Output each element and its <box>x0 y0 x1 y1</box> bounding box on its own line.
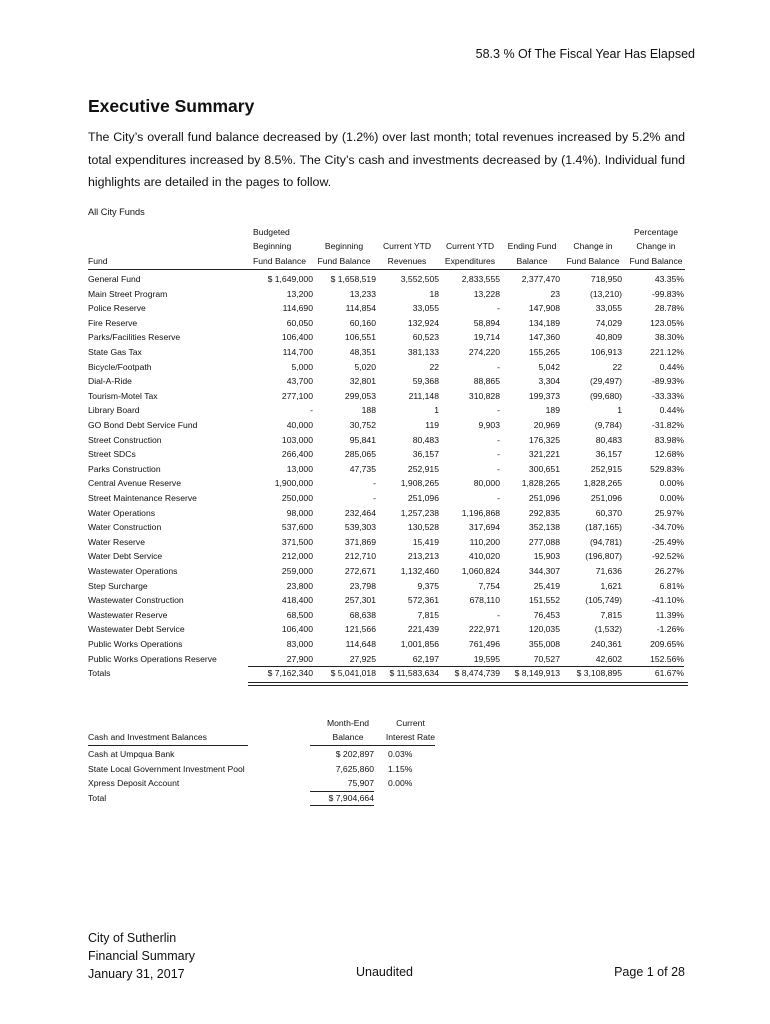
cell-budgeted: 259,000 <box>281 566 313 576</box>
cell-fund: Wastewater Construction <box>88 595 184 606</box>
cell-revenues: 1,001,856 <box>400 639 439 649</box>
footer-report: Financial Summary <box>88 949 195 963</box>
page-title: Executive Summary <box>88 96 255 116</box>
cell-revenues: 221,439 <box>407 624 439 635</box>
cell-change: (105,749) <box>585 595 622 606</box>
cell-revenues: 7,815 <box>417 609 439 620</box>
cell-budgeted: 250,000 <box>281 493 313 503</box>
cell-change: (1,532) <box>594 624 622 635</box>
cell-percentage: 12.68% <box>654 449 684 460</box>
table-row <box>88 287 685 302</box>
header-fund: Fund <box>88 255 108 266</box>
cell-revenues: 1,132,460 <box>400 566 439 576</box>
cash-cell-rate: 0.03% <box>388 749 413 759</box>
cash-cell-label: State Local Government Investment Pool <box>88 763 245 774</box>
cell-change: (99,680) <box>589 390 622 401</box>
cell-expenditures: 13,228 <box>473 288 500 299</box>
cell-change: 106,913 <box>590 347 622 357</box>
cell-fund: Parks/Facilities Reserve <box>88 332 181 343</box>
cell-fund: Water Operations <box>88 507 156 518</box>
cell-revenues: 36,157 <box>412 449 439 460</box>
cell-fund: Central Avenue Reserve <box>88 478 181 489</box>
table-row <box>88 652 685 667</box>
cell-percentage: -33.33% <box>651 390 684 401</box>
cell-fund: General Fund <box>88 274 141 284</box>
cell-budgeted: 98,000 <box>286 507 313 518</box>
cell-fund: Parks Construction <box>88 463 161 474</box>
table-row <box>88 608 685 623</box>
cell-beginning: 299,053 <box>344 390 376 401</box>
cell-percentage: 0.00% <box>659 493 684 503</box>
cell-beginning: 285,065 <box>344 449 376 460</box>
cell-ending: 155,265 <box>528 347 560 357</box>
cell-change: (13,210) <box>589 288 622 299</box>
table-row <box>88 403 685 418</box>
cell-beginning: 188 <box>361 405 376 416</box>
cell-expenditures: - <box>497 493 500 503</box>
cell-revenues: 1,257,238 <box>400 507 439 518</box>
table-row <box>88 622 685 637</box>
totals-change: $ 3,108,895 <box>576 668 622 678</box>
cell-revenues: 22 <box>429 361 439 372</box>
totals-ending: $ 8,149,913 <box>514 668 560 678</box>
cell-budgeted: - <box>310 405 313 416</box>
cell-budgeted: 60,050 <box>286 317 313 328</box>
cell-change: 251,096 <box>590 493 622 503</box>
cell-change: (94,781) <box>589 536 622 547</box>
cell-budgeted: 83,000 <box>286 639 313 649</box>
cell-percentage: -41.10% <box>651 595 684 606</box>
cash-header-balance-1: Month-End <box>326 718 370 728</box>
cell-expenditures: - <box>497 361 500 372</box>
page-number: Page 1 of 28 <box>614 965 685 979</box>
cash-cell-balance: 75,907 <box>310 776 374 792</box>
section-label: All City Funds <box>88 207 145 217</box>
cell-beginning: 539,303 <box>344 522 376 533</box>
footer-left <box>88 929 195 983</box>
cash-row <box>88 791 448 806</box>
table-row <box>88 579 685 594</box>
cell-fund: Public Works Operations Reserve <box>88 653 217 664</box>
cell-budgeted: 1,900,000 <box>274 478 313 489</box>
cell-percentage: 43.35% <box>654 274 684 284</box>
cell-expenditures: - <box>497 463 500 474</box>
summary-paragraph: The City’s overall fund balance decreased by (1.2%) over last month; total revenues increased by 5.2% and total expenditures increased by 8.5%. The City’s cash and investments decreased by (1.4%). Individual fund highlights are detailed in the pages to follow. <box>88 130 685 189</box>
table-row <box>88 301 685 316</box>
cell-ending: 120,035 <box>528 624 560 635</box>
cell-expenditures: - <box>497 405 500 416</box>
cell-budgeted: 106,400 <box>281 624 313 635</box>
cell-ending: 189 <box>545 405 560 416</box>
cell-ending: 147,908 <box>528 303 560 314</box>
header-revenues: Current YTD Revenues <box>382 241 432 266</box>
totals-revenues: $ 11,583,634 <box>389 668 439 678</box>
cell-expenditures: 7,754 <box>478 580 500 591</box>
table-row <box>88 374 685 389</box>
totals-label: Totals <box>88 668 111 678</box>
cell-percentage: 123.05% <box>650 317 684 328</box>
cell-change: 40,809 <box>595 332 622 343</box>
table-row <box>88 637 685 652</box>
cell-revenues: 211,148 <box>408 390 439 401</box>
cell-change: 42,602 <box>560 652 622 668</box>
cash-row <box>88 776 448 791</box>
cell-expenditures: 58,894 <box>473 317 500 328</box>
cell-beginning: 95,841 <box>349 434 376 445</box>
cell-beginning: 272,671 <box>344 566 376 576</box>
cell-change: (196,807) <box>585 551 622 562</box>
table-row <box>88 520 685 535</box>
cell-change: (9,784) <box>594 420 622 430</box>
cell-ending: 134,189 <box>528 317 560 328</box>
cell-beginning: 371,869 <box>344 536 376 547</box>
cell-beginning: 60,160 <box>349 317 376 328</box>
cell-revenues: 59,368 <box>412 376 439 387</box>
totals-row <box>88 666 685 681</box>
cell-budgeted: $ 1,649,000 <box>267 274 313 284</box>
cell-revenues: 1,908,265 <box>400 478 439 489</box>
header-ending: Ending Fund Balance <box>507 241 557 266</box>
cell-revenues: 80,483 <box>412 434 439 445</box>
table-row <box>88 476 685 491</box>
cash-cell-rate: 1.15% <box>388 763 413 774</box>
table-row <box>88 330 685 345</box>
cell-fund: GO Bond Debt Service Fund <box>88 420 198 430</box>
cash-row <box>88 747 448 762</box>
cell-beginning: 47,735 <box>349 463 376 474</box>
cell-revenues: 251,096 <box>407 493 439 503</box>
cell-expenditures: 88,865 <box>473 376 500 387</box>
cell-percentage: 11.39% <box>655 609 684 620</box>
cash-header-label: Cash and Investment Balances <box>88 730 248 746</box>
cell-ending: 321,221 <box>528 449 560 460</box>
cell-expenditures: 410,020 <box>468 551 500 562</box>
cell-percentage: 26.27% <box>654 566 684 576</box>
header-budgeted: Budgeted Beginning Fund Balance <box>253 226 307 266</box>
cell-change: 80,483 <box>595 434 622 445</box>
cell-expenditures: - <box>497 303 500 314</box>
header-beginning: Beginning Fund Balance <box>317 241 371 266</box>
table-row <box>88 491 685 506</box>
cell-beginning: 27,925 <box>312 652 376 668</box>
cell-change: 74,029 <box>595 317 622 328</box>
cash-cell-balance: 7,625,860 <box>335 763 374 774</box>
cell-expenditures: 274,220 <box>468 347 500 357</box>
cell-ending: 25,419 <box>533 580 560 591</box>
cell-percentage: 221.12% <box>650 347 684 357</box>
cell-expenditures: 19,595 <box>438 652 500 668</box>
cell-budgeted: 13,200 <box>286 288 313 299</box>
cell-change: 7,815 <box>600 609 622 620</box>
footer-city: City of Sutherlin <box>88 931 177 945</box>
cell-beginning: 68,638 <box>349 609 376 620</box>
table-row <box>88 549 685 564</box>
cell-budgeted: 27,900 <box>248 652 313 668</box>
cell-budgeted: 537,600 <box>281 522 313 533</box>
cell-fund: Water Construction <box>88 522 162 533</box>
cell-fund: Police Reserve <box>88 303 146 314</box>
cell-fund: Wastewater Debt Service <box>88 624 185 635</box>
cell-change: 1,828,265 <box>583 478 622 489</box>
cell-budgeted: 43,700 <box>286 376 313 387</box>
cell-fund: Street SDCs <box>88 449 136 460</box>
cell-beginning: 121,566 <box>344 624 376 635</box>
cell-expenditures: 678,110 <box>469 595 500 606</box>
cell-change: 60,370 <box>595 507 622 518</box>
cell-ending: 277,088 <box>528 536 560 547</box>
cell-beginning: 30,752 <box>349 420 376 430</box>
table-row <box>88 389 685 404</box>
cell-budgeted: 114,700 <box>282 347 313 357</box>
table-row <box>88 433 685 448</box>
cell-percentage: -89.93% <box>651 376 684 387</box>
cell-percentage: 0.44% <box>659 405 684 416</box>
cell-percentage: -25.49% <box>651 536 684 547</box>
cell-beginning: 32,801 <box>349 376 376 387</box>
table-row <box>88 447 685 462</box>
cell-change: 22 <box>612 361 622 372</box>
cell-beginning: 23,798 <box>349 580 376 591</box>
cell-fund: Street Construction <box>88 434 162 445</box>
cell-ending: 300,651 <box>528 463 560 474</box>
cell-percentage: -31.82% <box>651 420 684 430</box>
cell-fund: Fire Reserve <box>88 317 138 328</box>
cell-beginning: 106,551 <box>344 332 376 343</box>
table-row <box>88 345 685 360</box>
cell-fund: Water Debt Service <box>88 551 163 562</box>
fiscal-year-note: 58.3 % Of The Fiscal Year Has Elapsed <box>475 47 695 61</box>
cell-fund: Library Board <box>88 405 140 416</box>
cell-percentage: 0.00% <box>659 478 684 489</box>
totals-double-rule <box>248 682 688 686</box>
cell-expenditures: - <box>497 449 500 460</box>
cell-beginning: - <box>373 493 376 503</box>
cell-revenues: 18 <box>429 288 439 299</box>
cell-ending: 251,096 <box>528 493 560 503</box>
cell-budgeted: 5,000 <box>291 361 313 372</box>
cell-change: 252,915 <box>590 463 622 474</box>
cell-fund: Main Street Program <box>88 288 168 299</box>
cell-expenditures: 317,694 <box>468 522 500 533</box>
cell-revenues: 60,523 <box>412 332 439 343</box>
footer-date: January 31, 2017 <box>88 967 185 981</box>
cell-percentage: -99.83% <box>651 288 684 299</box>
cell-beginning: 5,020 <box>354 361 376 372</box>
cash-row <box>88 762 448 777</box>
cell-expenditures: 2,833,555 <box>461 274 500 284</box>
cell-revenues: 119 <box>425 420 439 430</box>
totals-expenditures: $ 8,474,739 <box>454 668 500 678</box>
cell-ending: 70,527 <box>500 652 560 668</box>
cash-cell-rate: 0.00% <box>388 778 413 789</box>
cell-change: 71,636 <box>595 566 622 576</box>
cell-budgeted: 106,400 <box>281 332 313 343</box>
cash-cell-label: Cash at Umpqua Bank <box>88 749 175 759</box>
cell-beginning: - <box>373 478 376 489</box>
cell-revenues: 381,133 <box>407 347 439 357</box>
table-row <box>88 418 685 433</box>
cell-revenues: 9,375 <box>417 580 439 591</box>
cash-header-rule <box>310 745 435 746</box>
cell-revenues: 572,361 <box>407 595 439 606</box>
cell-expenditures: 1,060,824 <box>461 566 500 576</box>
cell-beginning: 114,648 <box>345 639 376 649</box>
cell-expenditures: 1,196,868 <box>461 507 500 518</box>
header-change: Change in Fund Balance <box>566 241 620 266</box>
cell-revenues: 62,197 <box>375 652 439 668</box>
cell-beginning: 13,233 <box>349 288 376 299</box>
cell-ending: 15,903 <box>533 551 560 562</box>
cell-ending: 2,377,470 <box>521 274 560 284</box>
cell-fund: Dial-A-Ride <box>88 376 132 387</box>
cell-revenues: 33,055 <box>412 303 439 314</box>
cell-beginning: 257,301 <box>344 595 376 606</box>
cell-revenues: 213,213 <box>407 551 439 562</box>
cell-percentage: -34.70% <box>651 522 684 533</box>
cell-percentage: -92.52% <box>651 551 684 562</box>
cell-percentage: 209.65% <box>650 639 684 649</box>
cell-budgeted: 13,000 <box>286 463 313 474</box>
cell-revenues: 130,528 <box>407 522 439 533</box>
table-row <box>88 564 685 579</box>
cash-header-rate-2: Interest Rate <box>385 732 436 742</box>
cell-budgeted: 23,800 <box>286 580 313 591</box>
cell-ending: 355,008 <box>528 639 560 649</box>
cell-budgeted: 114,690 <box>282 303 313 314</box>
cell-budgeted: 418,400 <box>281 595 313 606</box>
cell-budgeted: 68,500 <box>286 609 313 620</box>
cell-ending: 1,828,265 <box>521 478 560 489</box>
cell-change: 36,157 <box>595 449 622 460</box>
cell-ending: 344,307 <box>528 566 560 576</box>
table-row <box>88 593 685 608</box>
cell-change: 240,361 <box>590 639 622 649</box>
cell-ending: 5,042 <box>538 361 560 372</box>
cell-fund: Water Reserve <box>88 536 145 547</box>
cash-cell-label: Xpress Deposit Account <box>88 778 180 789</box>
cell-percentage: -1.26% <box>656 624 684 635</box>
cell-budgeted: 277,100 <box>281 390 313 401</box>
cell-ending: 23 <box>550 288 560 299</box>
cell-fund: Wastewater Reserve <box>88 609 168 620</box>
totals-budgeted: $ 7,162,340 <box>267 668 313 678</box>
cell-revenues: 3,552,505 <box>400 274 439 284</box>
cell-fund: Step Surcharge <box>88 580 148 591</box>
cell-change: (187,165) <box>585 522 622 533</box>
cell-budgeted: 371,500 <box>281 536 313 547</box>
cell-budgeted: 103,000 <box>281 434 313 445</box>
cell-percentage: 38.30% <box>654 332 684 343</box>
cell-percentage: 28.78% <box>654 303 684 314</box>
cell-change: 33,055 <box>595 303 622 314</box>
cell-revenues: 132,924 <box>407 317 439 328</box>
header-expenditures: Current YTD Expenditures <box>444 241 496 266</box>
cell-fund: Bicycle/Footpath <box>88 361 152 372</box>
totals-percentage: 61.67% <box>654 668 684 678</box>
cell-expenditures: 310,828 <box>468 390 500 401</box>
cell-change: 1 <box>617 405 622 416</box>
cell-fund: Wastewater Operations <box>88 566 178 576</box>
cell-ending: 176,325 <box>528 434 560 445</box>
table-row <box>88 506 685 521</box>
cell-ending: 76,453 <box>533 609 560 620</box>
header-rule <box>88 269 685 270</box>
cell-percentage: 6.81% <box>659 580 684 591</box>
cell-ending: 352,138 <box>528 522 560 533</box>
cell-budgeted: 212,000 <box>281 551 313 562</box>
cell-ending: 199,373 <box>528 390 560 401</box>
cell-expenditures: 761,496 <box>468 639 500 649</box>
cell-budgeted: 40,000 <box>286 420 313 430</box>
cell-percentage: 83.98% <box>654 434 684 445</box>
cash-cell-label: Total <box>88 792 107 803</box>
cell-expenditures: - <box>497 609 500 620</box>
cell-budgeted: 266,400 <box>281 449 313 460</box>
cell-beginning: 232,464 <box>344 507 376 518</box>
cell-revenues: 1 <box>434 405 439 416</box>
cash-cell-balance: $ 7,904,664 <box>310 791 374 807</box>
cell-fund: Street Maintenance Reserve <box>88 493 197 503</box>
totals-beginning: $ 5,041,018 <box>330 668 376 678</box>
cell-expenditures: - <box>497 434 500 445</box>
table-row <box>88 535 685 550</box>
cell-expenditures: 110,200 <box>469 536 500 547</box>
cell-ending: 292,835 <box>528 507 560 518</box>
cell-fund: Public Works Operations <box>88 639 183 649</box>
cell-expenditures: 19,714 <box>473 332 500 343</box>
cell-expenditures: 80,000 <box>473 478 500 489</box>
cell-ending: 3,304 <box>538 376 560 387</box>
cell-percentage: 0.44% <box>659 361 684 372</box>
cell-change: (29,497) <box>589 376 622 387</box>
header-percentage: Percentage Change in Fund Balance <box>629 226 683 266</box>
table-row <box>88 360 685 375</box>
cell-change: 1,621 <box>600 580 622 591</box>
cell-percentage: 152.56% <box>622 652 684 668</box>
cell-expenditures: 9,903 <box>478 420 500 430</box>
cell-beginning: 114,854 <box>345 303 376 314</box>
cell-percentage: 25.97% <box>654 507 684 518</box>
table-row <box>88 316 685 331</box>
cell-beginning: 212,710 <box>344 551 376 562</box>
cell-revenues: 252,915 <box>407 463 439 474</box>
cell-ending: 147,360 <box>528 332 560 343</box>
footer-status: Unaudited <box>356 965 413 979</box>
cell-ending: 151,552 <box>528 595 560 606</box>
cell-change: 718,950 <box>590 274 622 284</box>
cash-header-rate-1: Current <box>396 718 425 728</box>
cell-percentage: 529.83% <box>650 463 684 474</box>
cash-cell-balance: $ 202,897 <box>335 749 374 759</box>
cell-expenditures: 222,971 <box>468 624 500 635</box>
table-row <box>88 462 685 477</box>
cell-ending: 20,969 <box>533 420 560 430</box>
cell-beginning: 48,351 <box>349 347 376 357</box>
cash-header-balance-2: Balance <box>332 732 364 742</box>
cell-beginning: $ 1,658,519 <box>330 274 376 284</box>
cell-revenues: 15,419 <box>412 536 439 547</box>
table-row <box>88 272 685 287</box>
cell-fund: Tourism-Motel Tax <box>88 390 158 401</box>
cell-fund: State Gas Tax <box>88 347 142 357</box>
